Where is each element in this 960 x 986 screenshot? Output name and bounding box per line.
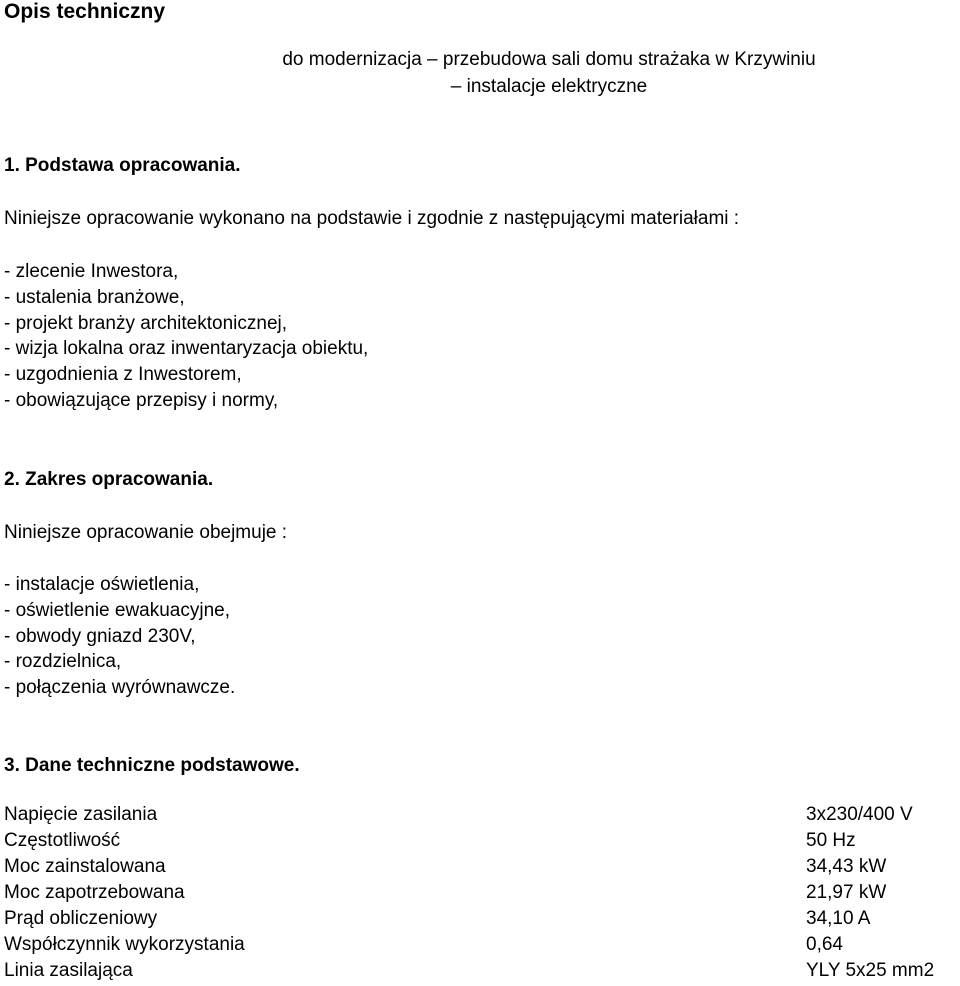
- spec-value: 34,10 A: [806, 908, 871, 929]
- document-subtitle-line2: – instalacje elektryczne: [450, 76, 648, 97]
- list-item: - wizja lokalna oraz inwentaryzacja obiektu,: [4, 338, 369, 360]
- spec-row: [4, 854, 960, 880]
- section3-heading: 3. Dane techniczne podstawowe.: [4, 755, 300, 776]
- document-title: Opis techniczny: [4, 0, 166, 23]
- spec-row: [4, 906, 960, 932]
- spec-value: YLY 5x25 mm2: [806, 960, 935, 981]
- spec-label: Moc zainstalowana: [4, 856, 166, 877]
- list-item: - instalacje oświetlenia,: [4, 574, 200, 595]
- section1-intro: Niniejsze opracowanie wykonano na podstawie i zgodnie z następującymi materiałami :: [4, 208, 740, 229]
- spec-label: Prąd obliczeniowy: [4, 908, 158, 929]
- section2-intro: Niniejsze opracowanie obejmuje :: [4, 522, 288, 543]
- list-item: - ustalenia branżowe,: [4, 286, 185, 308]
- spec-value: 0,64: [806, 934, 843, 955]
- list-item: - uzgodnienia z Inwestorem,: [4, 364, 242, 386]
- list-item: - oświetlenie ewakuacyjne,: [4, 599, 231, 621]
- spec-row: [4, 828, 960, 854]
- spec-value: 34,43 kW: [806, 856, 887, 877]
- spec-value: 50 Hz: [806, 830, 856, 851]
- spec-label: Napięcie zasilania: [4, 804, 158, 825]
- list-item: - rozdzielnica,: [4, 651, 122, 673]
- spec-value: 3x230/400 V: [806, 804, 913, 825]
- list-item: - połączenia wyrównawcze.: [4, 677, 236, 699]
- list-item: - obwody gniazd 230V,: [4, 625, 196, 647]
- spec-value: 21,97 kW: [806, 882, 887, 903]
- section1-heading: 1. Podstawa opracowania.: [4, 155, 241, 176]
- list-item: - obowiązujące przepisy i normy,: [4, 389, 279, 411]
- spec-row: [4, 932, 960, 958]
- section1-list: [4, 259, 368, 414]
- list-item: - projekt branży architektonicznej,: [4, 312, 288, 334]
- technical-data-table: [4, 802, 960, 984]
- spec-label: Linia zasilająca: [4, 960, 133, 981]
- list-item: - zlecenie Inwestora,: [4, 261, 179, 282]
- spec-row: [4, 958, 960, 984]
- document-subtitle-line1: do modernizacja – przebudowa sali domu strażaka w Krzywiniu: [282, 49, 816, 70]
- spec-row: [4, 802, 960, 828]
- spec-row: [4, 880, 960, 906]
- section2-list: [4, 572, 235, 701]
- section2-heading: 2. Zakres opracowania.: [4, 469, 214, 490]
- spec-label: Częstotliwość: [4, 830, 121, 851]
- spec-label: Współczynnik wykorzystania: [4, 934, 245, 955]
- spec-label: Moc zapotrzebowana: [4, 882, 185, 903]
